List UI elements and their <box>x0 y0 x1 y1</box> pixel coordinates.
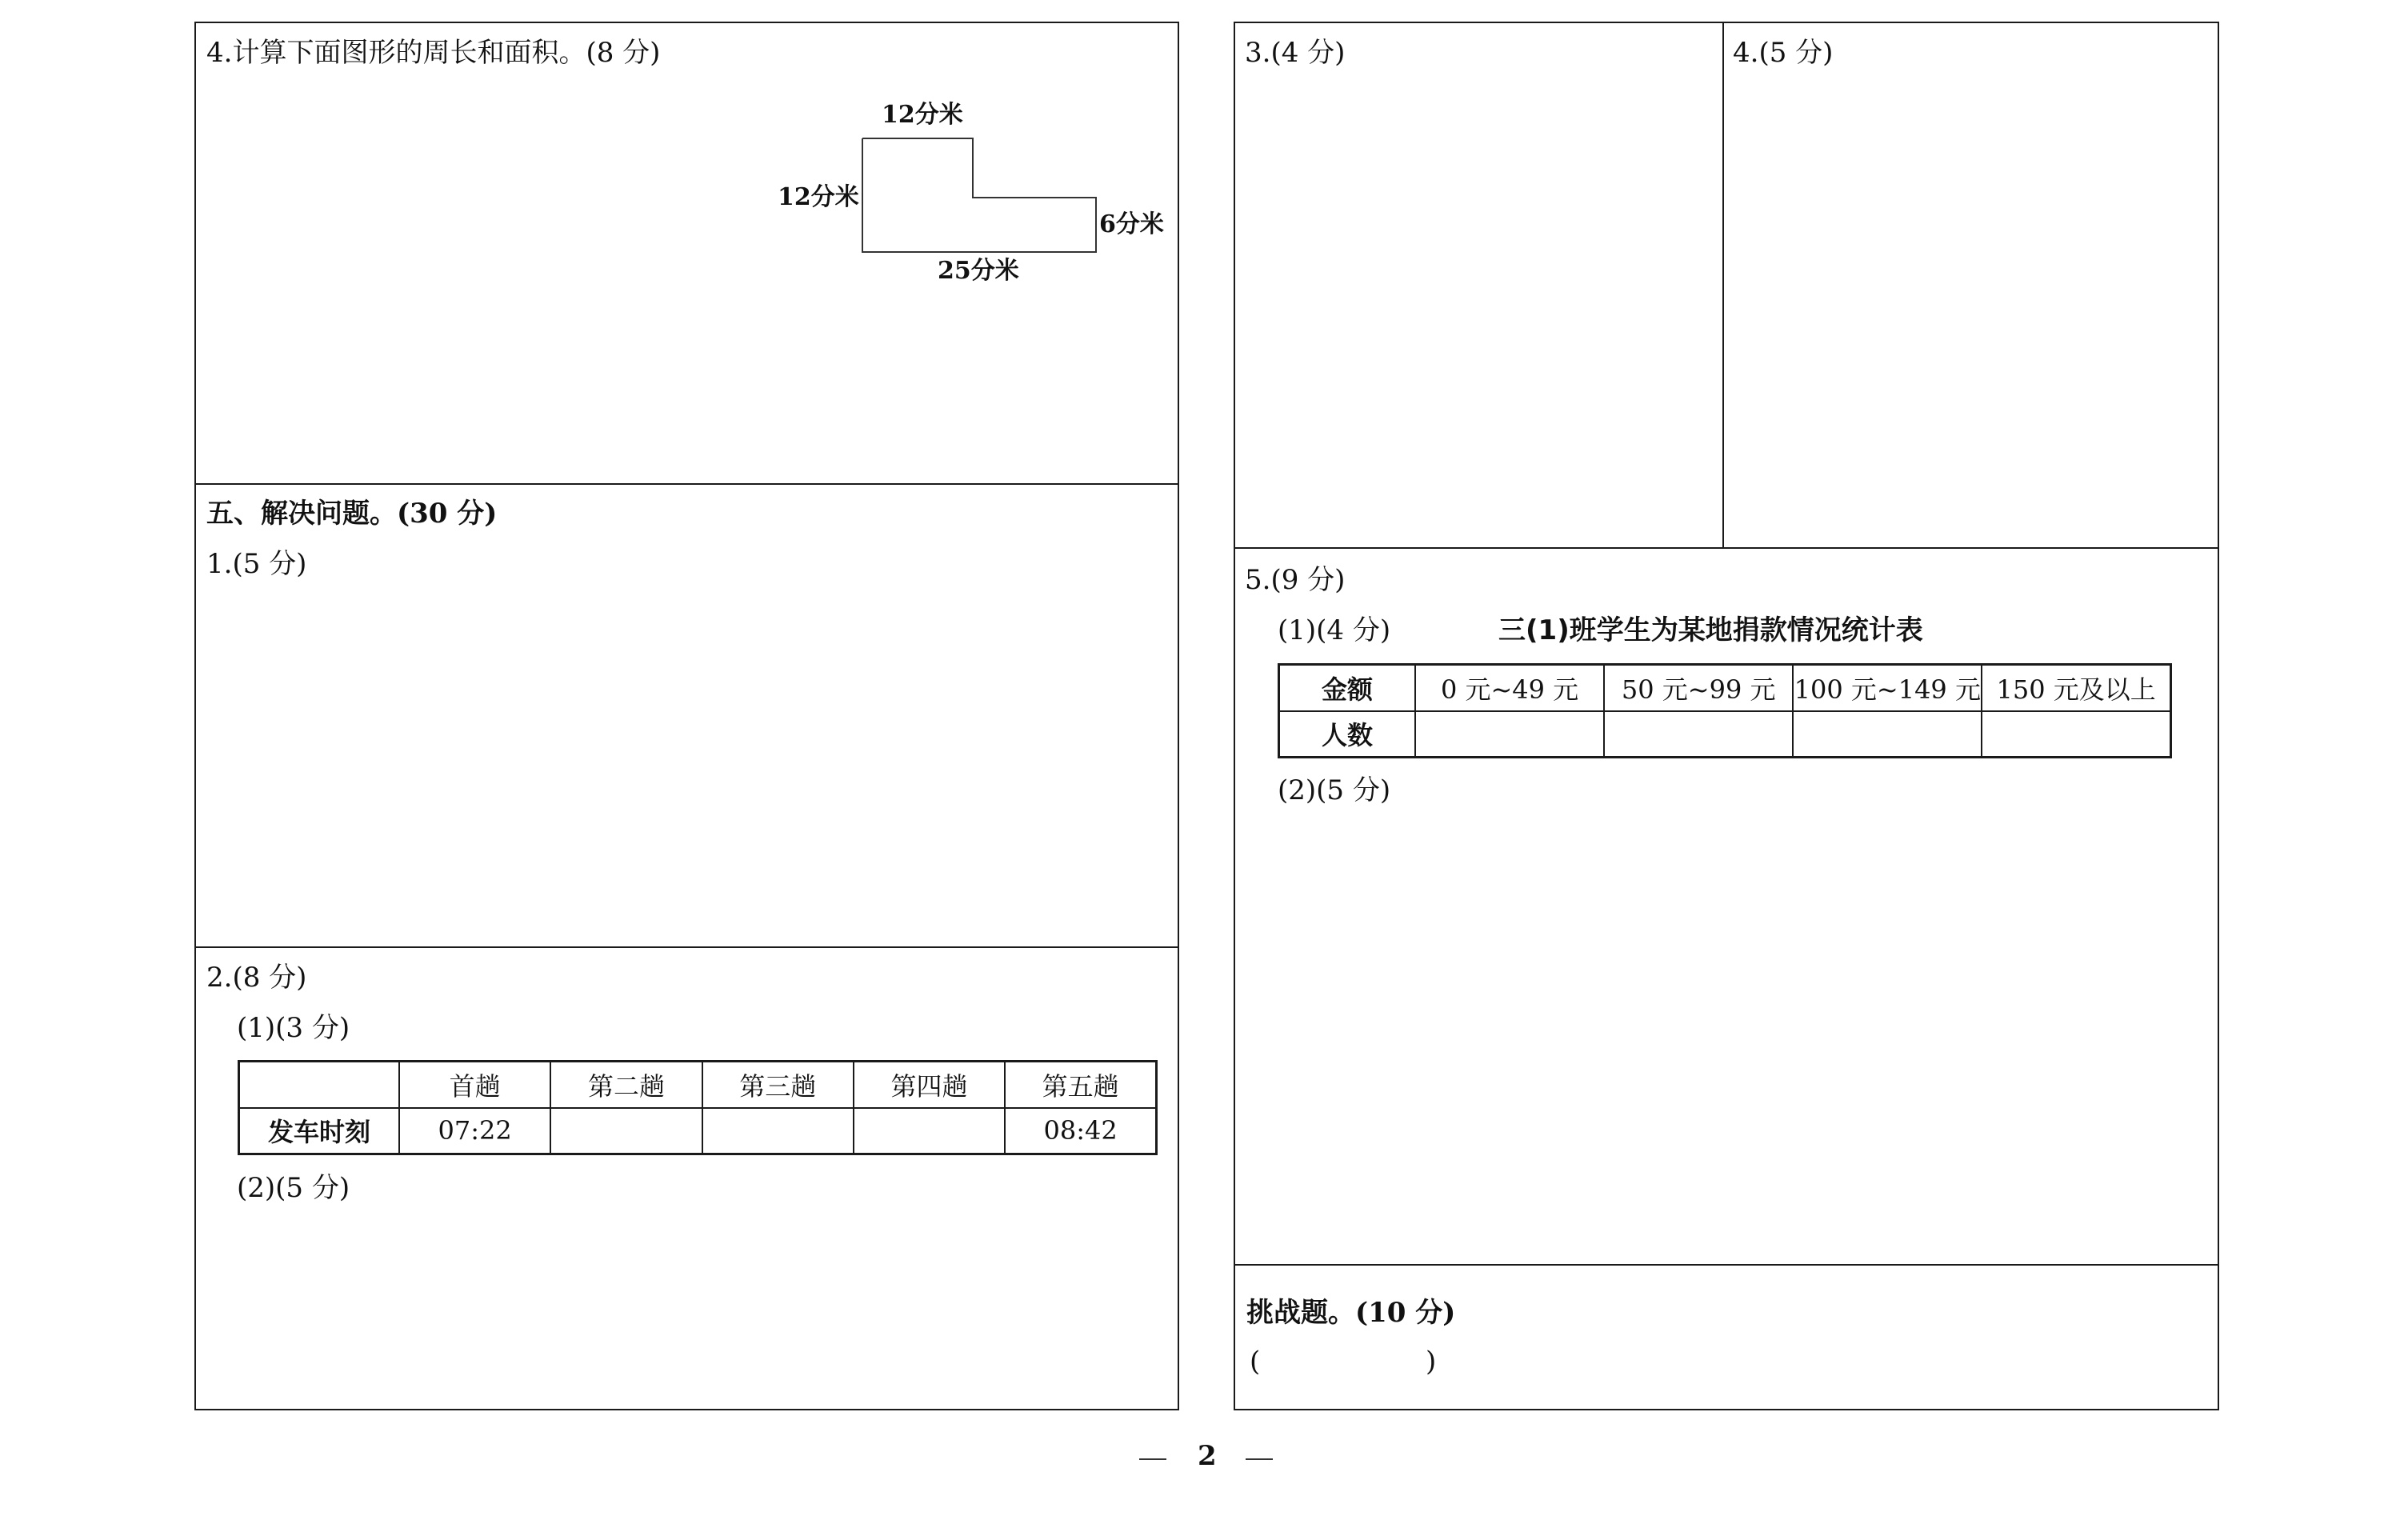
table-cell[interactable] <box>1604 711 1793 758</box>
table-cell: 07:22 <box>399 1108 550 1154</box>
table-header-label: 金额 <box>1279 665 1416 711</box>
footer-dash-right <box>1246 1458 1273 1460</box>
question-4-title: 4.计算下面图形的周长和面积。(8 分) <box>206 37 661 69</box>
l-shape-figure <box>856 132 1104 260</box>
challenge-title: 挑战题。(10 分) <box>1246 1297 1456 1329</box>
table-header-cell: 第四趟 <box>854 1062 1005 1108</box>
question-5-title: 5.(9 分) <box>1245 564 1346 596</box>
question-5-part-2: (2)(5 分) <box>1278 774 1391 806</box>
question-1-title: 1.(5 分) <box>206 548 307 580</box>
table-cell[interactable] <box>1793 711 1982 758</box>
figure-label-left: 12分米 <box>778 183 859 211</box>
question-2-part-2: (2)(5 分) <box>237 1172 350 1204</box>
table-header-cell: 50 元~99 元 <box>1604 665 1793 711</box>
question-2-title: 2.(8 分) <box>206 962 307 994</box>
table-cell[interactable] <box>550 1108 702 1154</box>
table-header-cell: 首趟 <box>399 1062 550 1108</box>
table-header-row <box>1279 665 2171 711</box>
departure-time-table <box>238 1060 1158 1155</box>
left-divider-2 <box>194 946 1179 948</box>
table-row-label: 人数 <box>1279 711 1416 758</box>
table-header-row <box>239 1062 1157 1108</box>
section-5-title: 五、解决问题。(30 分) <box>206 498 498 530</box>
right-divider-1 <box>1234 547 2219 549</box>
answer-close-paren: ) <box>1426 1346 1437 1378</box>
table-header-cell: 第二趟 <box>550 1062 702 1108</box>
left-divider-1 <box>194 483 1179 485</box>
table-row <box>1279 711 2171 758</box>
table-cell[interactable] <box>1982 711 2170 758</box>
table-cell[interactable] <box>1415 711 1604 758</box>
table-header-cell: 0 元~49 元 <box>1415 665 1604 711</box>
footer-dash-left <box>1139 1458 1166 1460</box>
table-row-label: 发车时刻 <box>239 1108 400 1154</box>
table-cell[interactable] <box>854 1108 1005 1154</box>
table-header-cell: 150 元及以上 <box>1982 665 2170 711</box>
table-cell[interactable] <box>702 1108 854 1154</box>
answer-open-paren: ( <box>1250 1346 1261 1378</box>
figure-label-top: 12分米 <box>882 101 963 129</box>
right-divider-2 <box>1234 1264 2219 1266</box>
figure-label-right: 6分米 <box>1099 210 1164 238</box>
question-2-part-1: (1)(3 分) <box>237 1012 350 1044</box>
donation-table-title: 三(1)班学生为某地捐款情况统计表 <box>1498 614 1923 646</box>
table-cell: 08:42 <box>1005 1108 1156 1154</box>
right-column-divider <box>1722 22 1724 548</box>
question-3-title: 3.(4 分) <box>1245 37 1346 69</box>
table-header-cell: 第五趟 <box>1005 1062 1156 1108</box>
table-row <box>239 1108 1157 1154</box>
l-shape-outline <box>862 138 1096 252</box>
page-number: 2 <box>1198 1440 1217 1472</box>
table-header-cell: 第三趟 <box>702 1062 854 1108</box>
question-4-right-title: 4.(5 分) <box>1733 37 1834 69</box>
table-header-cell: 100 元~149 元 <box>1793 665 1982 711</box>
figure-label-bottom: 25分米 <box>938 257 1019 285</box>
donation-table <box>1278 663 2172 758</box>
question-5-part-1: (1)(4 分) <box>1278 614 1391 646</box>
table-header-cell <box>239 1062 400 1108</box>
